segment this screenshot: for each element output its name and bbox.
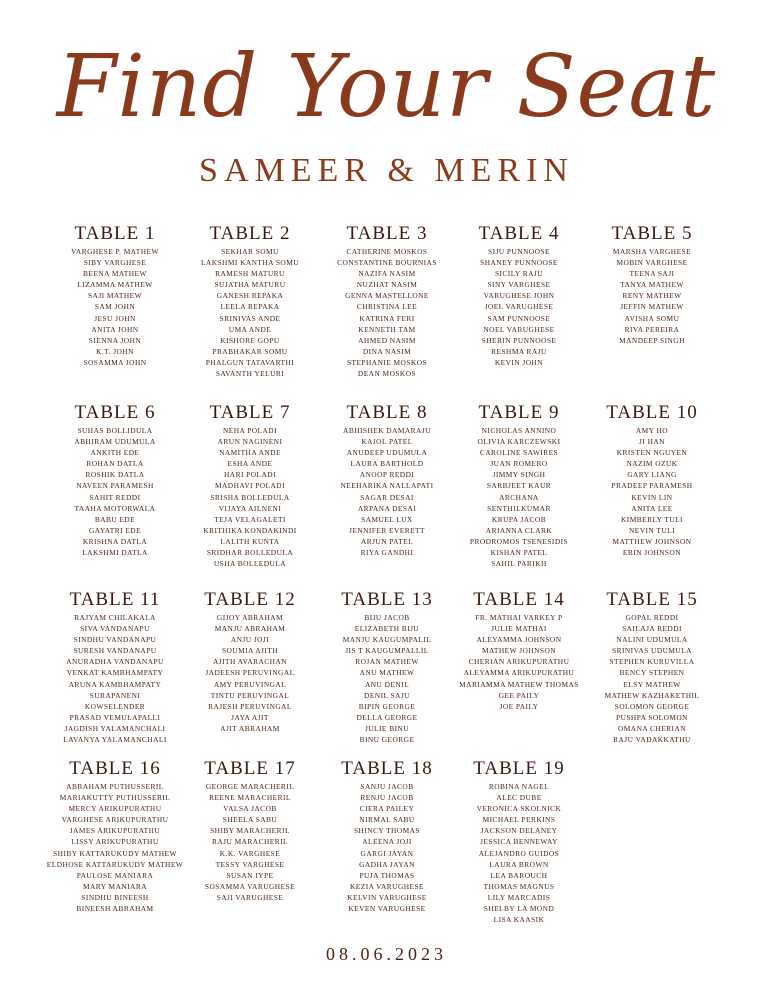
guest-name: SANJU JACOB	[360, 782, 414, 791]
guest-name: RAJU VADAKKATHU	[613, 735, 691, 745]
guest-list	[317, 612, 457, 745]
guest-name: MARY MANIARA	[82, 881, 148, 891]
guest-name: MICHAEL PERKINS	[482, 815, 556, 825]
guest-name: ALEYAMMA ARIKUPURATHU	[463, 668, 575, 678]
guest-name: ARIANNA CLARK	[485, 525, 553, 535]
guest-name: K.K. VARGHESE	[219, 848, 281, 858]
guest-name: CONSTANTINE BOURNIAS	[337, 258, 437, 268]
guest-name: KRISTEN NGUYEN	[616, 448, 688, 458]
guest-name: KISHORE GOPU	[220, 335, 280, 345]
guest-name: GARY LIANG	[627, 470, 677, 480]
table-5	[582, 222, 722, 346]
guest-name: KEZIA VARUGHESE	[349, 881, 425, 891]
guest-name: LEELA REPAKA	[220, 302, 280, 312]
guest-name: SHANEY PUNNOOSE	[480, 258, 558, 268]
guest-list	[449, 246, 589, 368]
table-heading: TABLE 4	[478, 223, 560, 244]
guest-name: LAVANYA YALAMANCHALI	[63, 735, 167, 745]
guest-list	[317, 246, 457, 379]
guest-name: JULIE MATHAI	[491, 624, 547, 634]
table-13	[317, 588, 457, 745]
guest-name: NEHA POLADI	[222, 426, 277, 435]
guest-list	[45, 246, 185, 368]
guest-name: DENIL SAJU	[364, 690, 410, 700]
guest-name: ALEYAMMA JOHNSON	[476, 635, 562, 645]
guest-name: SIBY VARGHESE	[83, 258, 147, 268]
guest-name: ANU DENIL	[364, 679, 410, 689]
guest-name: BINEESH ABRAHAM	[76, 904, 154, 914]
guest-name: JACKSON DELANEY	[480, 826, 558, 836]
guest-name: PRODROMOS TSENESIDIS	[469, 536, 569, 546]
guest-name: NAZIFA NASIM	[358, 269, 416, 279]
guest-name: ARUNA KAMBHAMPATY	[68, 679, 162, 689]
guest-name: ESHA ANDE	[227, 459, 273, 469]
guest-name: SRISHA BOLLEDULA	[210, 492, 290, 502]
table-heading: TABLE 14	[473, 589, 565, 610]
guest-name: MATTHEW JOHNSON	[612, 536, 692, 546]
guest-name: SHEELA SABU	[222, 815, 278, 825]
guest-name: HARI POLADI	[224, 470, 276, 480]
guest-name: JEFFIN MATHEW	[620, 302, 684, 312]
guest-name: TAAHA MOTORWALA	[74, 503, 156, 513]
table-heading: TABLE 16	[69, 758, 161, 779]
guest-name: SHINCY THOMAS	[353, 826, 420, 836]
guest-name: SRINIVAS ANDE	[219, 313, 281, 323]
guest-name: RIYA GANDHI	[360, 548, 414, 558]
guest-name: SURESH VANDANAPU	[73, 646, 157, 656]
guest-name: TANYA MATHEW	[620, 280, 684, 290]
guest-name: RIVA PEREIRA	[624, 324, 680, 334]
guest-name: NUZHAT NASIM	[356, 280, 418, 290]
guest-name: ROSHIK DATLA	[85, 470, 145, 480]
guest-name: KEVIN LIN	[631, 492, 673, 502]
guest-name: MERCY ARIKUPURATHU	[68, 804, 162, 814]
guest-name: JIS T KAUGUMPALLIL	[345, 646, 429, 656]
table-heading: TABLE 17	[204, 758, 296, 779]
guest-name: ANOOP REDDI	[359, 470, 415, 480]
guest-list	[582, 246, 722, 346]
guest-name: MARIAMMA MATHEW THOMAS	[459, 679, 579, 689]
guest-name: SAM PUNNOOSE	[487, 313, 551, 323]
guest-name: PUSHPA SOLOMON	[616, 712, 688, 722]
guest-name: ANUDEEP UDUMULA	[346, 448, 428, 458]
guest-list	[449, 612, 589, 712]
guest-name: VIJAYA AILNENI	[218, 503, 282, 513]
couple-names: SAMEER & MERIN	[199, 152, 574, 189]
table-heading: TABLE 8	[346, 402, 428, 423]
guest-list	[582, 612, 722, 745]
guest-name: JOE PAILY	[499, 701, 539, 711]
guest-name: RAJESH PERUVINGAL	[208, 701, 292, 711]
guest-name: LALITH KUNTA	[220, 536, 280, 546]
guest-name: ARUN NAGINENI	[217, 437, 283, 447]
guest-name: SRIDHAR BOLLEDULA	[206, 548, 294, 558]
guest-name: GEE PAILY	[498, 690, 540, 700]
guest-list	[180, 781, 320, 903]
guest-name: NAZIM OZUK	[626, 459, 678, 469]
guest-name: BIJU JACOB	[364, 613, 410, 622]
guest-name: KISHAN PATEL	[490, 548, 548, 558]
guest-name: K.T. JOHN	[96, 346, 134, 356]
guest-name: ALEC DUBE	[496, 793, 542, 803]
guest-name: CHERIAN ARIKUPURATHU	[468, 657, 570, 667]
guest-name: NOEL VARUGHESE	[483, 324, 555, 334]
guest-name: BENCY STEPHEN	[619, 668, 685, 678]
guest-name: NICHOLAS ANNINO	[481, 426, 557, 435]
guest-name: VENKAT KAMBHAMPATY	[66, 668, 164, 678]
guest-name: KRISHNA DATLA	[82, 536, 148, 546]
guest-name: SRINIVAS UDUMULA	[612, 646, 692, 656]
guest-name: BABU EDE	[94, 514, 136, 524]
guest-name: OLIVIA KARCZEWSKI	[477, 437, 561, 447]
guest-list	[582, 425, 722, 558]
guest-name: NEVIN TULI	[628, 525, 676, 535]
table-heading: TABLE 2	[209, 223, 291, 244]
guest-list	[45, 612, 185, 745]
guest-name: SIVA VANDANAPU	[80, 624, 150, 634]
table-6	[45, 401, 185, 558]
guest-name: ANJU JOJI	[230, 635, 270, 645]
guest-name: MADHAVI POLADI	[214, 481, 285, 491]
table-heading: TABLE 9	[478, 402, 560, 423]
guest-name: USHA BOLLEDULA	[213, 559, 287, 569]
guest-name: SINY VARGHESE	[487, 280, 551, 290]
guest-name: NAVEEN PARAMESH	[76, 481, 154, 491]
table-2	[180, 222, 320, 379]
guest-name: TEENA SAJI	[629, 269, 675, 279]
guest-name: LILY MARCADIS	[487, 892, 551, 902]
table-heading: TABLE 10	[606, 402, 698, 423]
guest-name: JULIE BINU	[364, 723, 410, 733]
guest-name: CIERA PAILEY	[359, 804, 415, 814]
guest-name: MOBIN VARGHESE	[616, 258, 688, 268]
guest-name: LIZAMMA MATHEW	[77, 280, 153, 290]
guest-name: OMANA CHERIAN	[617, 723, 687, 733]
guest-name: GADHA JAYAN	[359, 859, 415, 869]
guest-name: JI HAN	[639, 437, 665, 447]
guest-name: TINTU PERUVINGAL	[210, 690, 290, 700]
guest-name: CAROLINE SAWIRES	[479, 448, 559, 458]
guest-list	[45, 781, 185, 914]
guest-name: GEORGE MARACHERIL	[205, 782, 295, 791]
guest-name: ANURADHA VANDANAPU	[66, 657, 164, 667]
guest-name: ROHAN DATLA	[86, 459, 144, 469]
table-heading: TABLE 19	[473, 758, 565, 779]
guest-name: MANDEEP SINGH	[619, 335, 685, 345]
guest-name: MANJU ABRAHAM	[214, 624, 286, 634]
guest-name: ELIZABETH BIJU	[354, 624, 420, 634]
guest-name: SHIBY MARACHERIL	[210, 826, 290, 836]
guest-name: STEPHEN KURUVILLA	[609, 657, 695, 667]
guest-name: ROJAN MATHEW	[355, 657, 419, 667]
guest-name: ELDHOSE KATTARUKUDY MATHEW	[46, 859, 184, 869]
guest-name: CATHERINE MOSKOS	[346, 247, 428, 256]
guest-name: SARBJEET KAUR	[486, 481, 552, 491]
guest-name: SIJU PUNNOOSE	[488, 247, 550, 256]
guest-name: AJIT ABRAHAM	[220, 723, 280, 733]
guest-name: SINDHU BINEESH	[81, 892, 149, 902]
guest-name: SOLOMON GEORGE	[614, 701, 690, 711]
guest-name: NAMITHA ANDE	[219, 448, 281, 458]
guest-name: BIPIN GEORGE	[358, 701, 416, 711]
guest-name: NEEHARIKA NALLAPATI	[340, 481, 434, 491]
guest-name: GIJOY ABRAHAM	[216, 613, 284, 622]
table-1	[45, 222, 185, 368]
guest-name: KOWSELENDER	[84, 701, 146, 711]
guest-name: JIMMY SINGH	[492, 470, 546, 480]
page-title: Find Your Seat	[56, 37, 717, 137]
guest-name: GOPAL REDDI	[625, 613, 679, 622]
guest-name: JUAN ROMERO	[490, 459, 548, 469]
guest-name: SINDHU VANDANAPU	[73, 635, 157, 645]
guest-name: SAMUEL LUX	[361, 514, 413, 524]
guest-name: SOSAMMA VARUGHESE	[204, 881, 296, 891]
guest-name: DELLA GEORGE	[356, 712, 418, 722]
table-7	[180, 401, 320, 569]
guest-name: LISSY ARIKUPURATHU	[71, 837, 159, 847]
guest-name: SHELBY LA MOND	[483, 904, 555, 914]
guest-name: SAJI MATHEW	[87, 291, 142, 301]
guest-name: SEKHAR SOMU	[221, 247, 279, 256]
guest-name: SIENNA JOHN	[88, 335, 142, 345]
guest-name: SUJATHA MATURU	[214, 280, 286, 290]
guest-name: ANU MATHEW	[359, 668, 415, 678]
guest-name: ERIN JOHNSON	[622, 548, 682, 558]
guest-name: LAKSHMI DATLA	[82, 548, 148, 558]
guest-name: VALSA JACOB	[223, 804, 277, 814]
guest-name: RENY MATHEW	[622, 291, 682, 301]
table-8	[317, 401, 457, 558]
guest-name: LAURA BARTHOLD	[350, 459, 424, 469]
guest-list	[317, 425, 457, 558]
table-heading: TABLE 12	[204, 589, 296, 610]
guest-name: TEJA VELAGALETI	[214, 514, 286, 524]
guest-name: PRASAD VEMULAPALLI	[69, 712, 161, 722]
guest-name: RAMESH MATURU	[215, 269, 285, 279]
guest-name: JESSICA BENNEWAY	[480, 837, 558, 847]
guest-name: KENNETH TAM	[358, 324, 416, 334]
guest-name: AHMED NASIM	[358, 335, 416, 345]
guest-name: JAYA AJIT	[231, 712, 269, 722]
guest-name: LAURA BROWN	[489, 859, 549, 869]
guest-name: KIMBERLY TULI	[621, 514, 683, 524]
table-4	[449, 222, 589, 368]
table-10	[582, 401, 722, 558]
table-heading: TABLE 13	[341, 589, 433, 610]
guest-name: GANESH REPAKA	[216, 291, 284, 301]
guest-name: JADEESH PERUVINGAL	[205, 668, 295, 678]
guest-name: ARPANA DESAI	[357, 503, 417, 513]
guest-name: AMY PERUVINGAL	[213, 679, 287, 689]
guest-name: DEAN MOSKOS	[357, 369, 417, 379]
guest-name: ALEJANDRO GUIDOS	[478, 848, 560, 858]
guest-name: RAJU MARACHERIL	[212, 837, 288, 847]
table-11	[45, 588, 185, 745]
guest-list	[317, 781, 457, 914]
guest-name: ANKITH EDE	[90, 448, 140, 458]
guest-name: SAJI VARUGHESE	[216, 892, 284, 902]
guest-name: DINA NASIM	[362, 346, 412, 356]
table-16	[45, 757, 185, 914]
guest-name: RESHMA RAJU	[491, 346, 547, 356]
guest-name: ABHIRAM UDUMULA	[74, 437, 156, 447]
table-12	[180, 588, 320, 734]
guest-name: BINU GEORGE	[359, 735, 415, 745]
guest-name: GARGI JAYAN	[360, 848, 414, 858]
guest-name: STEPHANIE MOSKOS	[346, 357, 428, 367]
guest-name: MANJU KAUGUMPALIL	[342, 635, 432, 645]
guest-name: KELVIN VARUGHESE	[347, 892, 427, 902]
guest-name: JOEL VARUGHESE	[484, 302, 554, 312]
guest-name: PUJA THOMAS	[359, 870, 415, 880]
guest-list	[180, 612, 320, 734]
guest-name: RENJU JACOB	[360, 793, 414, 803]
guest-name: MATHEW KAZHAKETHIL	[604, 690, 700, 700]
guest-name: SAGAR DESAI	[360, 492, 414, 502]
guest-name: PRABHAKAR SOMU	[212, 346, 288, 356]
event-date: 08.06.2023	[326, 944, 447, 964]
guest-name: KAJOL PATEL	[361, 437, 413, 447]
table-heading: TABLE 11	[69, 589, 161, 610]
guest-name: JAGDISH YALAMANCHALI	[64, 723, 166, 733]
guest-name: GAYATRI EDE	[88, 525, 142, 535]
guest-name: AMY HO	[635, 426, 669, 435]
table-18	[317, 757, 457, 914]
guest-name: SOSAMMA JOHN	[83, 357, 147, 367]
guest-name: VARUGHESE JOHN	[483, 291, 555, 301]
guest-list	[180, 425, 320, 569]
guest-name: ARJUN PATEL	[360, 536, 414, 546]
guest-name: TESSY VARGHESE	[215, 859, 285, 869]
table-heading: TABLE 6	[74, 402, 156, 423]
guest-name: AJITH AVARACHAN	[212, 657, 288, 667]
guest-name: PAULOSE MANIARA	[76, 870, 154, 880]
table-heading: TABLE 15	[606, 589, 698, 610]
guest-name: JESU JOHN	[94, 313, 136, 323]
guest-name: RAJYAM CHILAKALA	[74, 613, 156, 622]
guest-name: ABHISHEK DAMARAJU	[343, 426, 431, 435]
guest-name: GENNA MASTELLONE	[345, 291, 429, 301]
guest-name: AVISHA SOMU	[624, 313, 680, 323]
guest-name: KRUPA JACOB	[491, 514, 547, 524]
guest-name: SURAPANENI	[89, 690, 141, 700]
guest-name: FR. MATHAI VARKEY P	[475, 613, 563, 622]
guest-name: UMA ANDE	[228, 324, 272, 334]
guest-name: ELSY MATHEW	[623, 679, 681, 689]
guest-name: THOMAS MAGNUS	[483, 881, 555, 891]
table-19	[449, 757, 589, 925]
table-3	[317, 222, 457, 379]
guest-name: KEVEN VARUGHESE	[348, 904, 426, 914]
guest-list	[180, 246, 320, 379]
guest-name: KRITHIKA KONDAKINDI	[203, 525, 297, 535]
guest-name: MARIAKUTTY PUTHUSSERIL	[59, 793, 171, 803]
guest-name: KATRINA FERI	[359, 313, 415, 323]
guest-list	[45, 425, 185, 558]
table-9	[449, 401, 589, 569]
guest-name: ANITA LEE	[631, 503, 673, 513]
guest-name: SENTHILKUMAR	[487, 503, 551, 513]
guest-name: SAM JOHN	[94, 302, 136, 312]
guest-name: ROBINA NAGEL	[488, 782, 550, 791]
guest-name: NIRMAL SABU	[359, 815, 415, 825]
guest-name: LEA BAROUCH	[490, 870, 548, 880]
table-14	[449, 588, 589, 712]
guest-name: ABRAHAM PUTHUSSERIL	[66, 782, 164, 791]
guest-name: VARGHESE P. MATHEW	[71, 247, 159, 256]
table-15	[582, 588, 722, 745]
guest-name: SAVANTH YELURI	[215, 369, 285, 379]
guest-name: SHIBY KATTARUKUDY MATHEW	[53, 848, 177, 858]
guest-name: JENNIFER EVERETT	[349, 525, 425, 535]
guest-name: PHALGUN TATAVARTHI	[205, 357, 295, 367]
table-heading: TABLE 7	[209, 402, 291, 423]
table-heading: TABLE 3	[346, 223, 428, 244]
guest-name: SAHIL PARIKH	[491, 559, 547, 569]
guest-name: LAKSHMI KANTHA SOMU	[200, 258, 300, 268]
guest-name: SAHIT REDDI	[89, 492, 141, 502]
guest-name: REENE MARACHERIL	[209, 793, 291, 803]
guest-list	[449, 781, 589, 925]
guest-name: SUSAN IYPE	[226, 870, 274, 880]
guest-name: SUHAS BOLLIDULA	[77, 426, 153, 435]
guest-name: SHERIN PUNNOOSE	[481, 335, 557, 345]
guest-name: KEVIN JOHN	[494, 357, 544, 367]
guest-name: PRADEEP PARAMESH	[611, 481, 693, 491]
guest-name: ALEENA JOJI	[362, 837, 412, 847]
guest-name: BEENA MATHEW	[83, 269, 147, 279]
guest-name: VARGHESE ARIKUPURATHU	[61, 815, 169, 825]
guest-name: SOUMIA AJITH	[221, 646, 279, 656]
guest-name: NALINI UDUMULA	[616, 635, 688, 645]
guest-name: JAMES ARIKUPURATHU	[69, 826, 161, 836]
guest-name: ARCHANA	[499, 492, 539, 502]
table-heading: TABLE 5	[611, 223, 693, 244]
guest-name: LISA KAASIK	[493, 915, 545, 925]
table-heading: TABLE 1	[74, 223, 156, 244]
guest-name: ANITA JOHN	[91, 324, 139, 334]
guest-name: SICILY RAJU	[494, 269, 544, 279]
guest-name: MARSHA VARGHESE	[612, 247, 692, 256]
table-17	[180, 757, 320, 903]
table-heading: TABLE 18	[341, 758, 433, 779]
guest-name: VERONICA SKOLNICK	[476, 804, 562, 814]
guest-name: MATHEW JOHNSON	[481, 646, 557, 656]
guest-name: SAILAJA REDDI	[622, 624, 682, 634]
guest-name: CHRISTINA LEE	[356, 302, 418, 312]
guest-list	[449, 425, 589, 569]
